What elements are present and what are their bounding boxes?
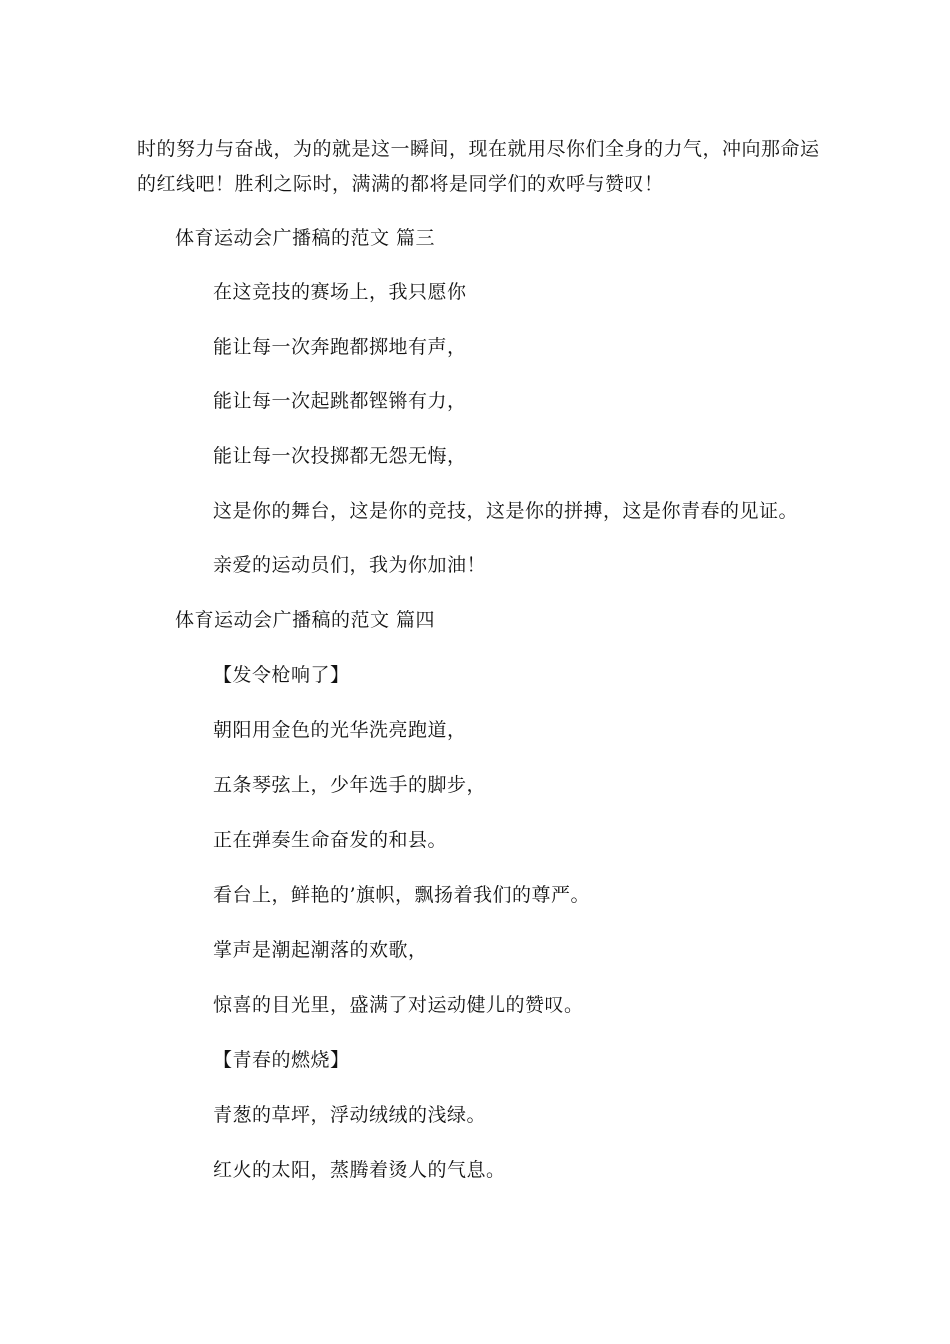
verse-line: 这是你的舞台，这是你的竞技，这是你的拼搏，这是你青春的见证。 (213, 500, 799, 522)
section-heading-3: 体育运动会广播稿的范文 篇三 (175, 227, 436, 249)
verse-line: 在这竞技的赛场上，我只愿你 (213, 281, 467, 303)
subsection-title: 【发令枪响了】 (213, 664, 350, 686)
verse-line: 朝阳用金色的光华洗亮跑道， (213, 719, 467, 741)
verse-line: 掌声是潮起潮落的欢歌， (213, 939, 428, 961)
verse-line: 能让每一次奔跑都掷地有声， (213, 336, 467, 358)
verse-line: 五条琴弦上，少年选手的脚步， (213, 774, 487, 796)
verse-line: 惊喜的目光里，盛满了对运动健儿的赞叹。 (213, 994, 584, 1016)
verse-line: 亲爱的运动员们，我为你加油！ (213, 554, 487, 576)
paragraph-continued-line-2: 的红线吧！胜利之际时，满满的都将是同学们的欢呼与赞叹！ (137, 173, 664, 195)
verse-line: 看台上，鲜艳的’旗帜，飘扬着我们的尊严。 (213, 884, 591, 906)
verse-line: 能让每一次投掷都无怨无悔， (213, 445, 467, 467)
section-heading-4: 体育运动会广播稿的范文 篇四 (175, 609, 436, 631)
paragraph-continued-line-1: 时的努力与奋战，为的就是这一瞬间，现在就用尽你们全身的力气，冲向那命运 (137, 138, 820, 160)
verse-line: 正在弹奏生命奋发的和县。 (213, 829, 448, 851)
verse-line: 能让每一次起跳都铿锵有力， (213, 390, 467, 412)
verse-line: 红火的太阳，蒸腾着烫人的气息。 (213, 1159, 506, 1181)
verse-line: 青葱的草坪，浮动绒绒的浅绿。 (213, 1104, 487, 1126)
subsection-title: 【青春的燃烧】 (213, 1049, 350, 1071)
